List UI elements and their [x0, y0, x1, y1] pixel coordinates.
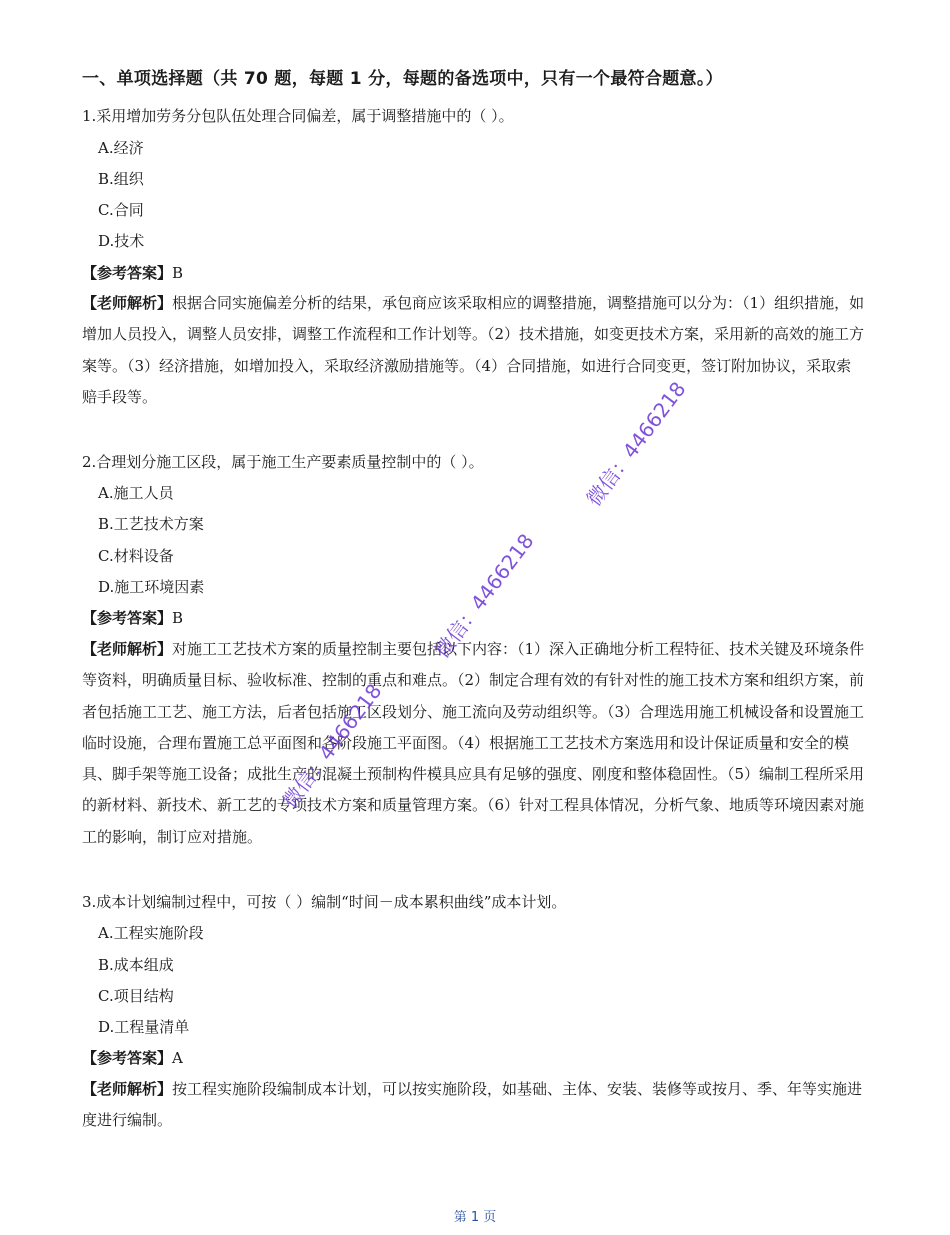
question-3-option-a: A.工程实施阶段	[98, 924, 204, 942]
watermark: 微信：4466218	[277, 679, 387, 813]
question-3-option-b: B.成本组成	[98, 956, 174, 974]
explanation-text: 对施工工艺技术方案的质量控制主要包括以下内容：（1）深入正确地分析工程特征、技术关键及环境条件等资料，明确质量目标、验收标准、控制的重点和难点。（2）制定合理有效的有针对性的施工技术方案和组织方案，前者包括施工工艺、施工方法，后者包括施工区段划分、施工流向及劳动组织等。（3）合理选用施工机械设备和设置施工临时设施，合理布置施工总平面图和各阶段施工平面图。（4）根据施工工艺技术方案选用和设计保证质量和安全的模具、脚手架等施工设备；成批生产的混凝土预制构件模具应具有足够的强度、刚度和整体稳固性。（5）编制工程所采用的新材料、新技术、新工艺的专项技术方案和质量管理方案。（6）针对工程具体情况，分析气象、地质等环境因素对施工的影响，制订应对措施。	[82, 640, 865, 846]
answer-value: A	[172, 1049, 183, 1067]
answer-label: 【参考答案】	[82, 609, 173, 627]
question-2-answer	[82, 607, 183, 628]
question-1-stem: 1.采用增加劳务分包队伍处理合同偏差，属于调整措施中的（ ）。	[82, 107, 514, 125]
question-2-option-a: A.施工人员	[98, 484, 174, 502]
question-1-option-a: A.经济	[98, 139, 144, 157]
explanation-text: 按工程实施阶段编制成本计划，可以按实施阶段，如基础、主体、安装、装修等或按月、季、年等实施进度进行编制。	[82, 1080, 863, 1130]
question-2-explanation	[82, 634, 866, 853]
explanation-label: 【老师解析】	[82, 294, 173, 312]
explanation-label: 【老师解析】	[82, 1080, 173, 1098]
watermark: 微信：4466218	[581, 377, 691, 511]
question-2-option-c: C.材料设备	[98, 547, 174, 565]
question-3-option-d: D.工程量清单	[98, 1018, 190, 1036]
section-title: 一、单项选择题（共 70 题，每题 1 分，每题的备选项中，只有一个最符合题意。）	[82, 69, 723, 89]
question-2-stem: 2.合理划分施工区段，属于施工生产要素质量控制中的（ ）。	[82, 453, 484, 471]
answer-value: B	[172, 609, 184, 627]
question-1-option-b: B.组织	[98, 170, 144, 188]
page-number: 第 1 页	[453, 1210, 497, 1225]
explanation-text: 根据合同实施偏差分析的结果，承包商应该采取相应的调整措施，调整措施可以分为：（1）组织措施，如增加人员投入，调整人员安排，调整工作流程和工作计划等。（2）技术措施，如变更技术方案，采用新的高效的施工方案等。（3）经济措施，如增加投入，采取经济激励措施等。（4）合同措施，如进行合同变更，签订附加协议，采取索赔手段等。	[82, 294, 865, 406]
question-3-option-c: C.项目结构	[98, 987, 174, 1005]
question-3-stem: 3.成本计划编制过程中，可按（ ）编制“时间－成本累积曲线”成本计划。	[82, 893, 567, 911]
question-1-option-c: C.合同	[98, 201, 144, 219]
answer-label: 【参考答案】	[82, 1049, 173, 1067]
question-3-explanation	[82, 1074, 866, 1137]
question-3-answer	[82, 1047, 183, 1068]
question-1-option-d: D.技术	[98, 232, 145, 250]
answer-label: 【参考答案】	[82, 264, 173, 282]
question-2-option-b: B.工艺技术方案	[98, 515, 204, 533]
explanation-label: 【老师解析】	[82, 640, 173, 658]
watermark: 微信：4466218	[429, 529, 539, 663]
question-1-answer	[82, 262, 183, 283]
question-2-option-d: D.施工环境因素	[98, 578, 205, 596]
question-1-explanation	[82, 288, 866, 413]
answer-value: B	[172, 264, 184, 282]
